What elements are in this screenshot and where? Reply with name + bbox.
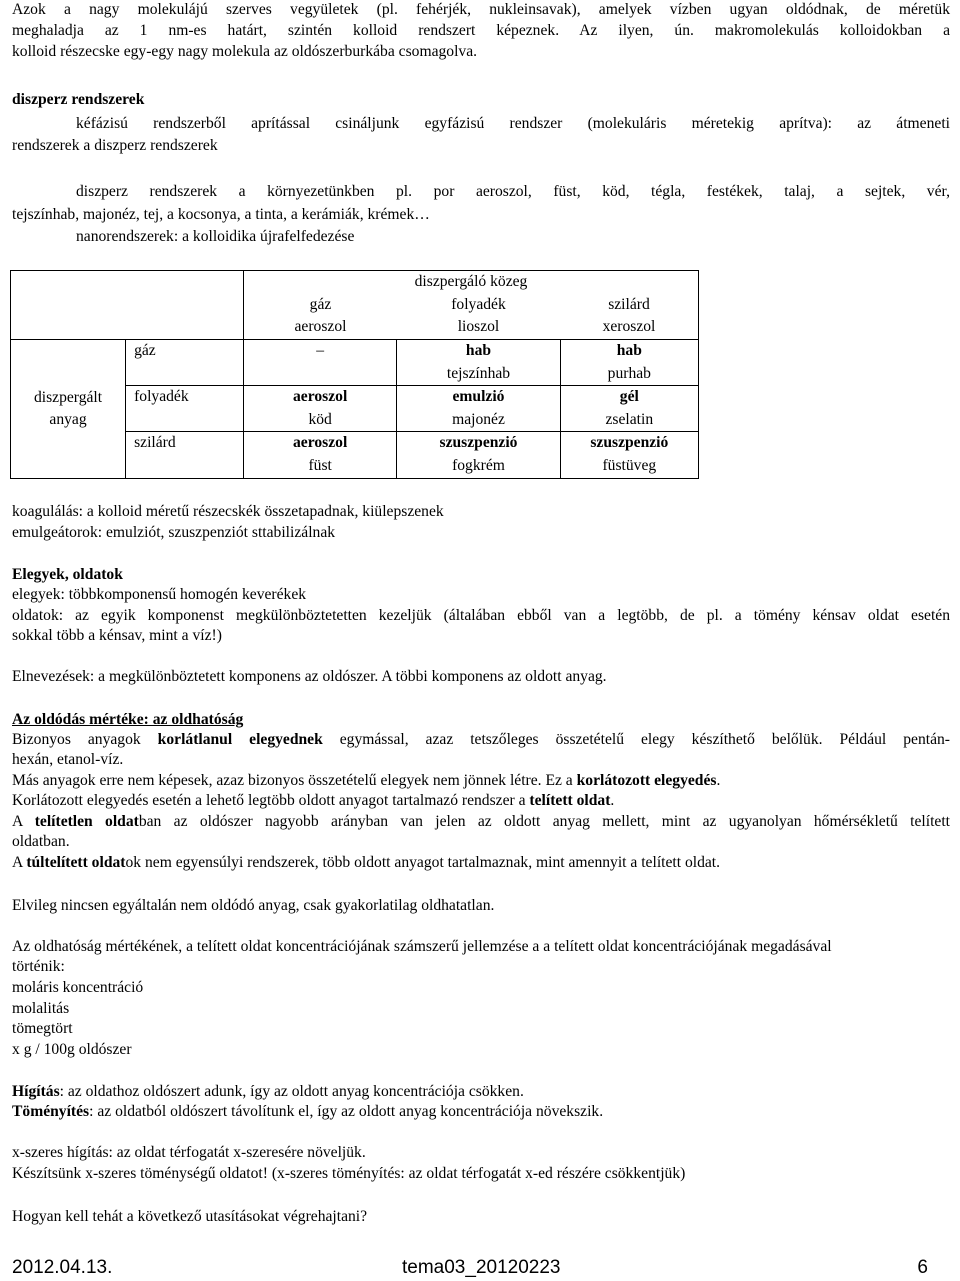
medium-header-cell xyxy=(243,271,698,340)
cell-gas-gas xyxy=(243,340,396,386)
text: A xyxy=(12,813,35,830)
bold-text: telítetlen oldat xyxy=(34,813,139,830)
cell-type: – xyxy=(316,342,325,359)
cell-type: aeroszol xyxy=(293,434,348,451)
oldhatosag-e-line xyxy=(12,853,950,874)
cell-example: majonéz xyxy=(452,410,505,428)
cell-example: zselatin xyxy=(605,410,654,428)
footer-doc-name: tema03_20120223 xyxy=(402,1257,561,1278)
col-phase-gas: gáz xyxy=(309,295,332,313)
cell-solid-gas xyxy=(243,432,396,479)
xszeres-line2: Készítsünk x-szeres töménységű oldatot! (x-szeres töményítés: az oldat térfogatát x-ed részére csökkentjük) xyxy=(12,1165,686,1182)
bold-text: Hígítás xyxy=(12,1083,60,1100)
diszperz-p1-line2: rendszerek a diszperz rendszerek xyxy=(12,137,218,154)
col-phase-solid: szilárd xyxy=(608,295,650,313)
row-header-cell xyxy=(11,340,126,479)
oldhatosag-d-line2: oldatban. xyxy=(12,833,70,850)
col-phase-liquid: folyadék xyxy=(451,295,506,313)
cell-example: füstüveg xyxy=(602,456,657,474)
oldhatosag-a-line2: hexán, etanol-víz. xyxy=(12,751,124,768)
cell-solid-liquid xyxy=(397,432,560,479)
row-phase-solid: szilárd xyxy=(126,432,244,479)
cell-type: szuszpenzió xyxy=(439,434,518,451)
emulgeatorok-line: emulgeátorok: emulziót, szuszpenziót sttabilizálnak xyxy=(12,524,336,541)
cell-gas-solid xyxy=(560,340,698,386)
cell-example: fogkrém xyxy=(452,456,505,474)
cell-solid-solid xyxy=(560,432,698,479)
oldhatosag-b-line xyxy=(12,771,950,792)
row-header-line2: anyag xyxy=(49,411,87,428)
higitas-line xyxy=(12,1082,950,1103)
cell-type: hab xyxy=(465,342,492,359)
cell-liquid-liquid xyxy=(397,386,560,432)
elvileg-line: Elvileg nincsen egyáltalán nem oldódó anyag, csak gyakorlatilag oldhatatlan. xyxy=(12,897,495,914)
cell-liquid-gas xyxy=(243,386,396,432)
diszperz-p1-line1: kéfázisú rendszerből aprítással csináljunk egyfázisú rendszer (molekuláris méretekig aprítva): az átmeneti xyxy=(76,115,950,132)
intro-line-2: meghaladja az 1 nm-es határt, szintén kolloid rendszert képeznek. Az ilyen, ún. makromolekulás kolloidokban a xyxy=(12,22,950,39)
cell-liquid-solid xyxy=(560,386,698,432)
cell-type: szuszpenzió xyxy=(590,434,669,451)
elnevezesek-line: Elnevezések: a megkülönböztetett komponens az oldószer. A többi komponens az oldott anyag. xyxy=(12,668,607,685)
table-corner xyxy=(11,271,244,340)
cell-example: füst xyxy=(308,456,332,474)
koagulalas-line: koagulálás: a kolloid méretű részecskék összetapadnak, kiülepszenek xyxy=(12,503,444,520)
diszperz-p2-line1: diszperz rendszerek a környezetünkben pl. por aeroszol, füst, köd, tégla, festékek, talaj, a sejtek, vér, xyxy=(76,183,950,200)
oldhatosag-heading: Az oldódás mértéke: az oldhatóság xyxy=(12,711,244,728)
col-name-aeroszol: aeroszol xyxy=(294,318,347,335)
mertek-line2: történik: xyxy=(12,958,65,975)
text: Más anyagok erre nem képesek, azaz bizonyos összetételű elegyek nem jönnek létre. Ez a xyxy=(12,772,577,789)
text: Korlátozott elegyedés esetén a lehető legtöbb oldott anyagot tartalmazó rendszer a xyxy=(12,792,530,809)
cell-example: tejszínhab xyxy=(446,364,511,382)
mertek-line1: Az oldhatóság mértékének, a telített oldat koncentrációjának számszerű jellemzése a a telített oldat koncentrációjának megadásával xyxy=(12,938,832,955)
bold-text: Töményítés xyxy=(12,1103,90,1120)
elegyek-heading: Elegyek, oldatok xyxy=(12,566,123,583)
text: ban az oldószer nagyobb arányban van jelen az oldott anyag mellett, mint az ugyanolyan hőmérsékletű telített xyxy=(138,813,950,830)
text: . xyxy=(610,792,615,809)
text: : az oldathoz oldószert adunk, így az oldott anyag koncentrációja csökken. xyxy=(59,1083,524,1100)
elegyek-line2: oldatok: az egyik komponenst megkülönböztetetten kezeljük (általában ebből van a legtöbb, de pl. a tömény kénsav oldat esetén xyxy=(12,607,950,624)
diszperz-heading: diszperz rendszerek xyxy=(12,91,145,108)
text: ok nem egyensúlyi rendszerek, több oldott anyagot tartalmaznak, mint amennyit a telített oldat. xyxy=(125,854,721,871)
cell-example: köd xyxy=(308,410,332,428)
dispersion-table xyxy=(10,270,699,479)
medium-header: diszpergáló közeg xyxy=(414,273,528,290)
text: : az oldatból oldószert távolítunk el, így az oldott anyag koncentrációja növekszik. xyxy=(89,1103,604,1120)
intro-line-3: kolloid részecske egy-egy nagy molekula az oldószerburkába csomagolva. xyxy=(12,43,478,60)
mertek-item-molaris: moláris koncentráció xyxy=(12,979,144,996)
cell-type: emulzió xyxy=(452,388,505,405)
mertek-item-xg: x g / 100g oldószer xyxy=(12,1041,132,1058)
elegyek-line1: elegyek: többkomponensű homogén keverékek xyxy=(12,586,307,603)
question-line: Hogyan kell tehát a következő utasításokat végrehajtani? xyxy=(12,1208,368,1225)
text: . xyxy=(716,772,721,789)
bold-text: túltelített oldat xyxy=(26,854,126,871)
row-header-line1: diszpergált xyxy=(33,388,103,406)
footer-date: 2012.04.13. xyxy=(12,1257,113,1278)
diszperz-p3: nanorendszerek: a kolloidika újrafelfedezése xyxy=(76,228,355,245)
cell-type: gél xyxy=(619,388,639,405)
mertek-item-molalitas: molalitás xyxy=(12,1000,70,1017)
text: A xyxy=(12,854,27,871)
footer-page-number: 6 xyxy=(917,1257,928,1278)
cell-type: hab xyxy=(616,342,642,359)
oldhatosag-c-line xyxy=(12,791,950,812)
elegyek-line3: sokkal több a kénsav, mint a víz!) xyxy=(12,627,222,644)
oldhatosag-d-line1 xyxy=(12,812,950,833)
row-phase-liquid: folyadék xyxy=(126,386,244,432)
oldhatosag-a-line1 xyxy=(12,730,950,751)
cell-example: purhab xyxy=(607,364,651,382)
intro-line-1: Azok a nagy molekulájú szerves vegyületek (pl. fehérjék, nukleinsavak), amelyek vízben ugyan oldódnak, de méretük xyxy=(12,1,950,18)
bold-text: korlátozott elegyedés xyxy=(576,772,717,789)
cell-gas-liquid xyxy=(397,340,560,386)
mertek-item-tomegtort: tömegtört xyxy=(12,1020,73,1037)
col-name-xeroszol: xeroszol xyxy=(602,318,656,335)
bold-text: telített oldat xyxy=(529,792,611,809)
row-phase-gas: gáz xyxy=(126,340,244,386)
xszeres-line1: x-szeres hígítás: az oldat térfogatát x-szeresére növeljük. xyxy=(12,1144,366,1161)
col-name-lioszol: lioszol xyxy=(457,318,500,335)
bold-text: korlátlanul elegyednek xyxy=(157,731,323,748)
text: egymással, azaz tetszőleges összetételű elegy készíthető belőlük. Például pentán- xyxy=(322,731,950,748)
tomenyites-line xyxy=(12,1102,950,1123)
diszperz-p2-line2: tejszínhab, majonéz, tej, a kocsonya, a tinta, a kerámiák, krémek… xyxy=(12,206,430,223)
cell-type: aeroszol xyxy=(293,388,348,405)
text: Bizonyos anyagok xyxy=(12,731,158,748)
